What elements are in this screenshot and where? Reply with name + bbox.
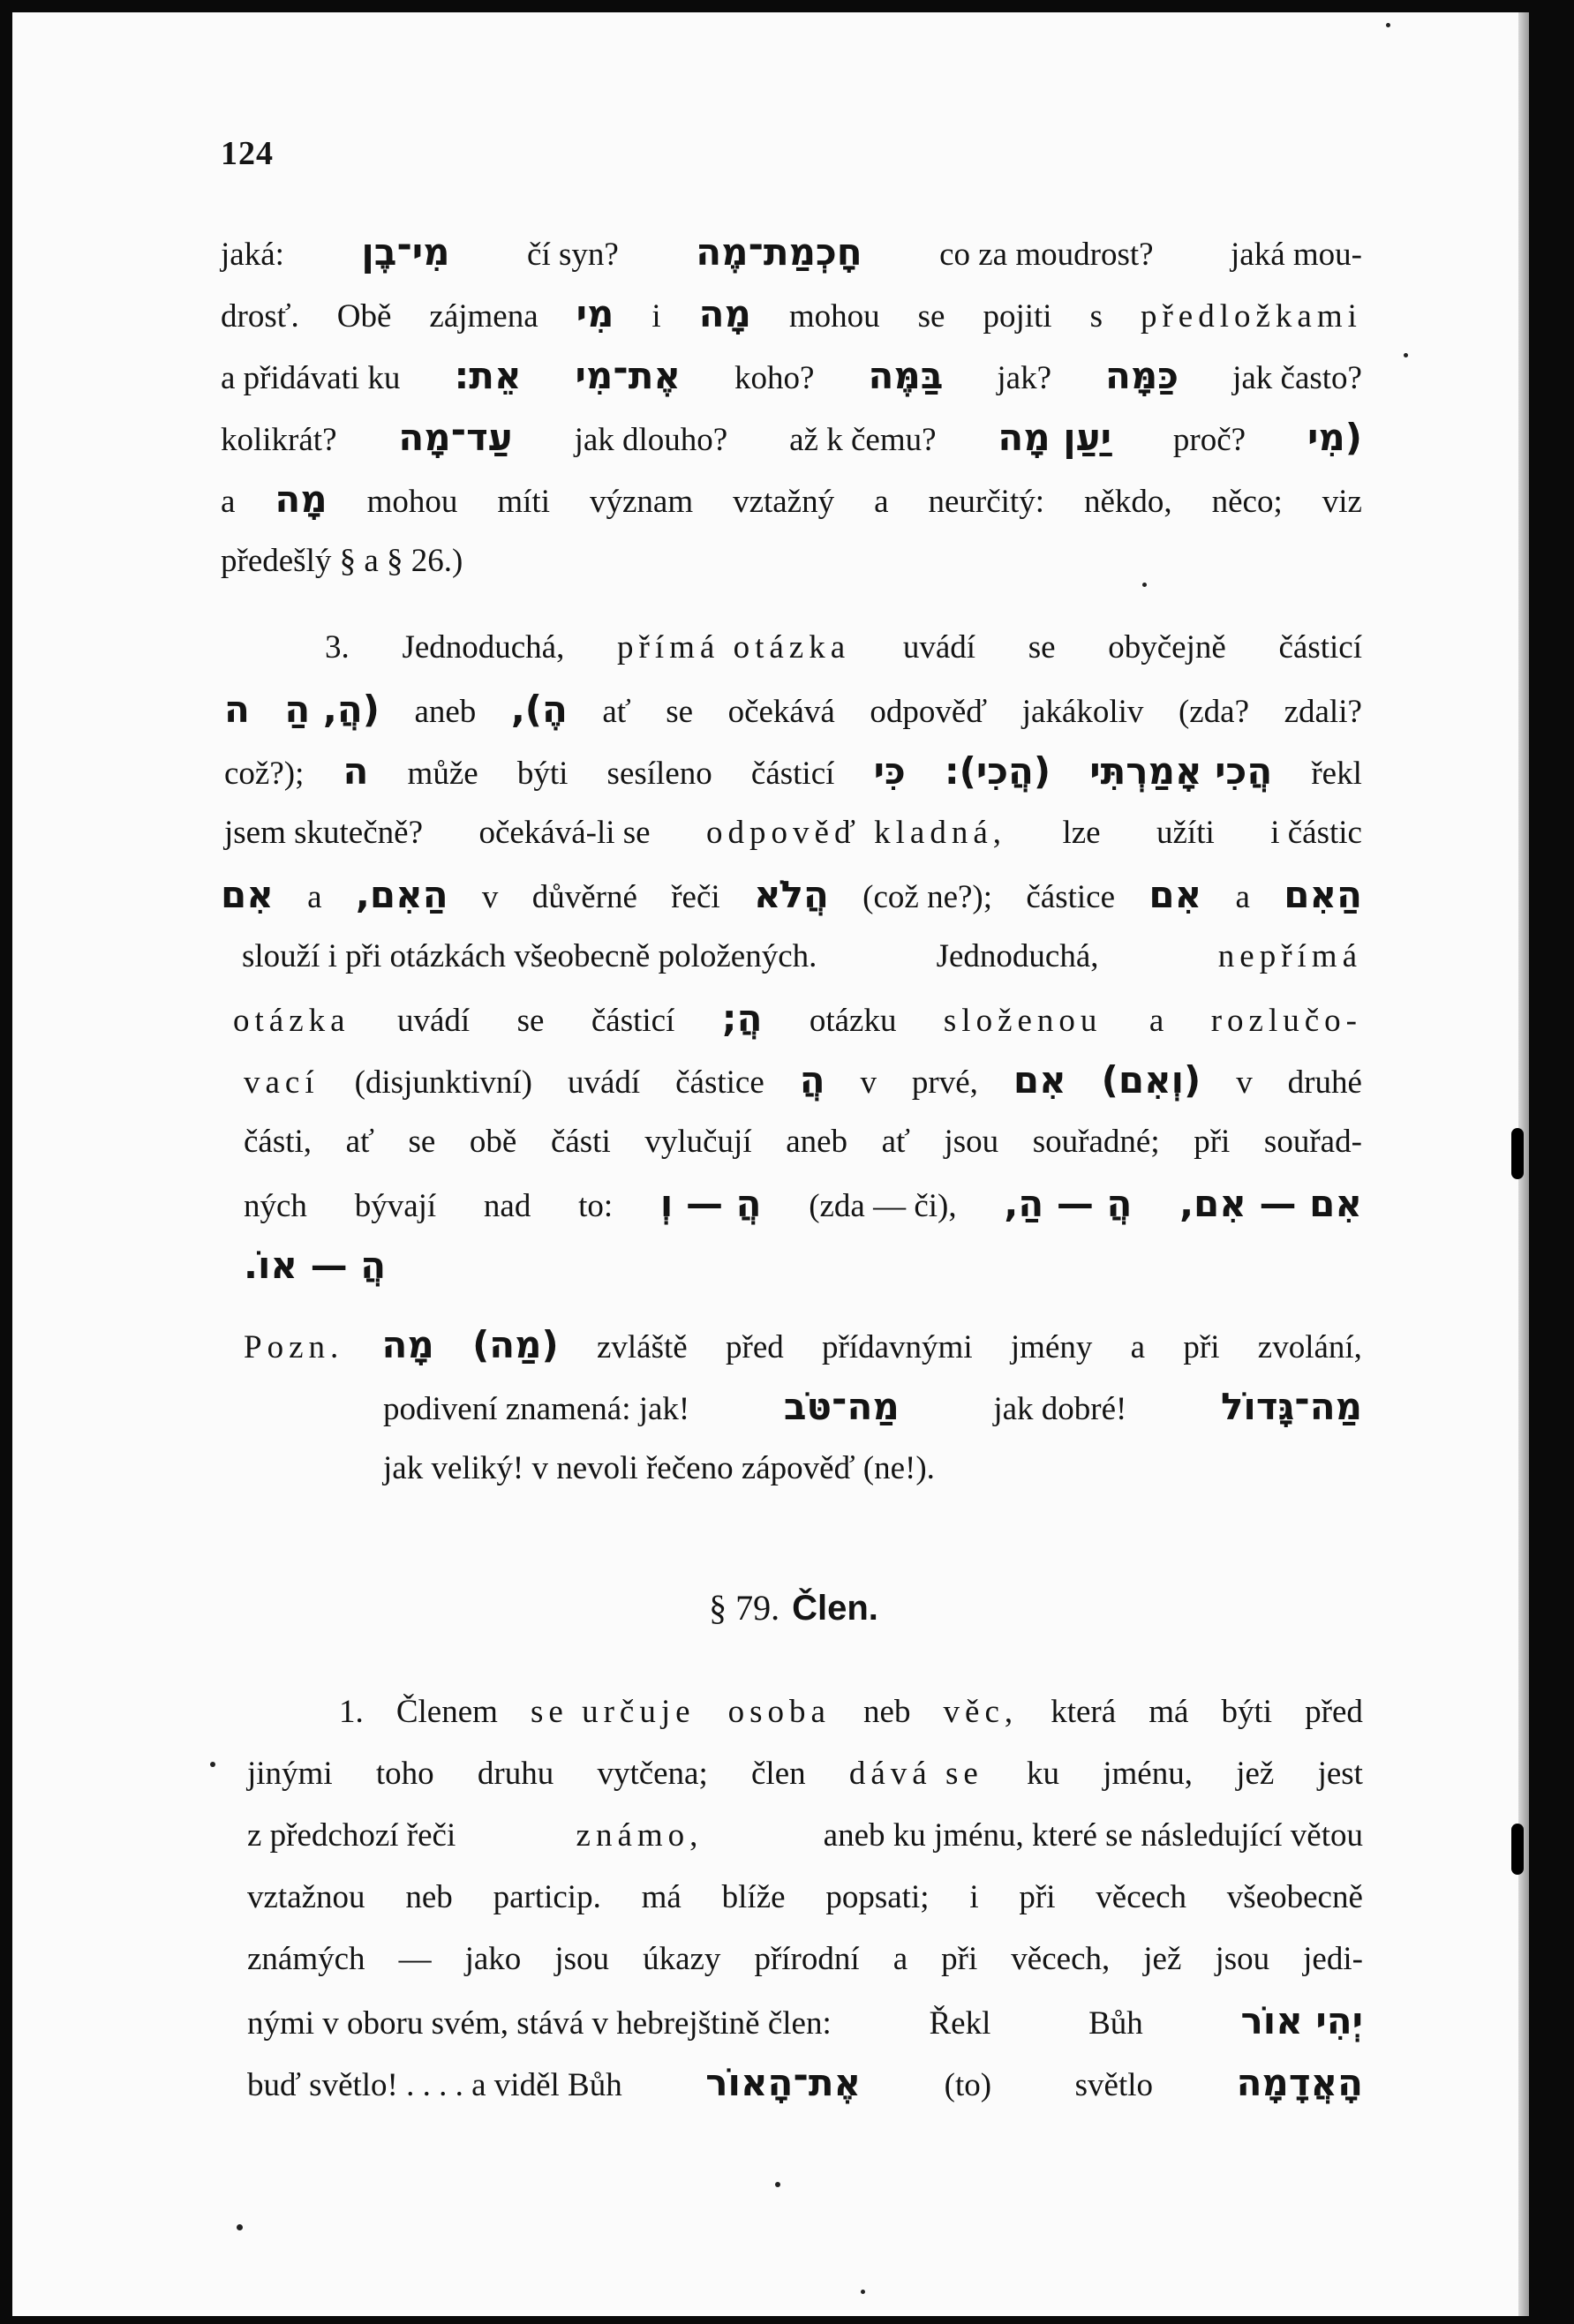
text-segment: osoba <box>727 1694 831 1730</box>
text-segment: řekl <box>1311 756 1362 792</box>
text-segment: člen <box>751 1756 806 1792</box>
section-title: Člen. <box>792 1589 878 1628</box>
text-segment: očekává <box>727 694 835 730</box>
text-segment: něco; <box>1211 484 1283 520</box>
text-segment: neb <box>863 1694 911 1730</box>
text-line <box>339 1686 1363 1739</box>
text-segment: mohou <box>366 484 458 520</box>
text-segment: věcech <box>1096 1879 1186 1915</box>
text-segment: otázka <box>233 1003 350 1039</box>
text-segment: odpověď kladná, <box>706 815 1006 851</box>
text-line <box>224 683 1362 736</box>
text-segment: složenou <box>943 1003 1103 1039</box>
text-segment: se určuje <box>531 1694 696 1730</box>
hebrew-word: הֲ — אוֹ. <box>244 1244 387 1287</box>
hebrew-word: אִם <box>1013 1058 1066 1102</box>
text-line <box>244 1177 1362 1230</box>
binder-clip <box>1511 1128 1524 1179</box>
text-segment: jako <box>464 1941 522 1977</box>
text-line <box>221 473 1362 526</box>
text-segment: i částic <box>1270 815 1362 851</box>
text-segment: někdo, <box>1083 484 1172 520</box>
text-segment: jež <box>1236 1756 1275 1792</box>
text-segment: Jednoduchá, <box>402 629 565 666</box>
text-segment: což?); <box>224 756 305 792</box>
hebrew-word: מָה <box>275 478 328 521</box>
text-segment: význam <box>589 484 694 520</box>
text-segment: bývají <box>354 1188 437 1224</box>
text-line <box>325 621 1362 674</box>
text-segment: jmény <box>1010 1329 1093 1365</box>
text-segment: zvláště <box>596 1329 688 1365</box>
text-segment: jakákoliv <box>1021 694 1144 730</box>
text-segment: světlo <box>1074 2067 1154 2103</box>
text-segment: i <box>969 1879 979 1915</box>
text-line <box>247 1748 1363 1801</box>
text-segment: známo, <box>576 1817 704 1854</box>
text-segment: sesíleno <box>606 756 712 792</box>
text-segment: podivení znamená: jak! <box>383 1391 690 1427</box>
text-line <box>221 288 1362 341</box>
text-line <box>221 350 1362 402</box>
text-segment: (což ne?); <box>862 879 993 915</box>
text-segment: Řekl <box>929 2005 991 2042</box>
text-segment: odpověď <box>870 694 988 730</box>
text-segment: se <box>516 1003 545 1039</box>
text-segment: jsem skutečně? <box>224 815 423 851</box>
text-line <box>244 1054 1362 1107</box>
speck <box>1142 583 1147 587</box>
hebrew-word: כַּמָּה <box>1105 354 1179 397</box>
text-segment: a <box>1148 1003 1164 1039</box>
text-segment: zájmena <box>429 298 538 335</box>
text-segment: při <box>1183 1329 1220 1365</box>
book-page <box>12 12 1525 2316</box>
text-segment: aneb <box>414 694 477 730</box>
binder-clip <box>1511 1824 1524 1875</box>
text-segment: i <box>651 298 661 335</box>
text-segment: věcech, <box>1011 1941 1111 1977</box>
text-segment: (zda? <box>1178 694 1250 730</box>
text-segment: a <box>874 484 889 520</box>
hebrew-word: אֶת־מִי <box>575 354 682 397</box>
text-segment: jež <box>1143 1941 1182 1977</box>
hebrew-word: הֲ <box>799 1058 825 1102</box>
text-segment: vztažný <box>733 484 835 520</box>
text-segment: míti <box>497 484 550 520</box>
text-segment: části <box>550 1124 611 1160</box>
text-segment: řeči <box>671 879 720 915</box>
text-line <box>242 930 1362 983</box>
text-segment: koho? <box>734 360 815 396</box>
text-line <box>247 1995 1363 2048</box>
hebrew-word: אֶת־הָאוֹר <box>705 2061 862 2104</box>
text-segment: jinými <box>247 1756 333 1792</box>
text-segment: uvádí <box>396 1003 471 1039</box>
text-segment: částice <box>675 1064 764 1101</box>
text-segment: a <box>1235 879 1250 915</box>
text-segment: která <box>1051 1694 1117 1730</box>
text-segment: to: <box>578 1188 614 1224</box>
text-segment: a <box>1130 1329 1146 1365</box>
text-segment: co za moudrost? <box>939 237 1154 273</box>
text-segment: druhé <box>1287 1064 1362 1101</box>
hebrew-word: מַה־טֹּב <box>783 1385 900 1428</box>
text-segment: býti <box>516 756 569 792</box>
hebrew-word: (הֲ, הַ <box>284 688 380 731</box>
text-segment: blíže <box>721 1879 786 1915</box>
text-line <box>233 992 1362 1045</box>
text-segment: se <box>1028 629 1056 666</box>
text-segment: jak často? <box>1232 360 1362 396</box>
text-segment: býti <box>1221 1694 1273 1730</box>
text-segment: neb <box>405 1879 453 1915</box>
text-line <box>247 1809 1363 1862</box>
text-segment: buď světlo! . . . . a viděl Bůh <box>247 2067 622 2103</box>
hebrew-word: (מִי <box>1307 416 1362 459</box>
hebrew-word: אִם <box>1148 873 1202 916</box>
text-segment: dává se <box>848 1756 983 1792</box>
text-segment: lze <box>1062 815 1101 851</box>
text-segment: slouží i při otázkách všeobecně položených. <box>242 938 817 974</box>
text-segment: kolikrát? <box>221 422 337 458</box>
text-segment: se <box>917 298 945 335</box>
text-segment: z předchozí řeči <box>247 1817 456 1854</box>
text-segment: části, <box>244 1124 313 1160</box>
text-line <box>244 1239 508 1292</box>
hebrew-word: עַד־מָה <box>398 416 513 459</box>
text-segment: Pozn. <box>244 1329 344 1365</box>
text-segment: ať <box>881 1124 910 1160</box>
text-segment: jak veliký! v nevoli řečeno zápověď (ne!). <box>383 1450 935 1486</box>
text-segment: jak dobré! <box>993 1391 1127 1427</box>
text-segment: jsou <box>944 1124 999 1160</box>
text-segment: pojiti <box>983 298 1052 335</box>
text-segment: obě <box>469 1124 517 1160</box>
text-segment: nepřímá <box>1217 938 1362 974</box>
text-segment: Jednoduchá, <box>936 938 1099 974</box>
hebrew-word: יְהִי אוֹר <box>1240 1999 1363 2042</box>
text-segment: a přidávati ku <box>221 360 401 396</box>
text-line <box>224 745 1362 798</box>
speck <box>237 2224 243 2230</box>
text-segment: a <box>307 879 322 915</box>
text-segment: uvádí <box>902 629 976 666</box>
text-segment: až k čemu? <box>789 422 937 458</box>
hebrew-word: מִי־בֶן <box>361 230 450 274</box>
section-number: § 79. <box>709 1588 780 1628</box>
hebrew-word: מָה <box>381 1323 434 1366</box>
section-heading <box>224 1582 1363 1635</box>
text-segment: viz <box>1322 484 1362 520</box>
text-segment: a <box>221 484 236 520</box>
hebrew-word: חָכְמַת־מֶה <box>696 230 862 274</box>
hebrew-word: ה <box>343 749 369 793</box>
text-segment: toho <box>375 1756 434 1792</box>
text-segment: očekává-li se <box>478 815 651 851</box>
hebrew-word: כִּי <box>873 749 906 793</box>
hebrew-word: (מַה) <box>472 1323 559 1366</box>
text-segment: Členem <box>395 1694 498 1730</box>
text-segment: úkazy <box>643 1941 721 1977</box>
text-segment: vytčena; <box>597 1756 708 1792</box>
text-segment: při <box>1019 1879 1056 1915</box>
text-segment: jaká: <box>221 237 284 273</box>
text-segment: aneb ku jménu, které se následující větou <box>823 1817 1363 1854</box>
text-segment: druhu <box>477 1756 554 1792</box>
text-segment: 3. <box>325 629 350 666</box>
text-segment: ať <box>345 1124 374 1160</box>
page-number: 124 <box>221 135 274 172</box>
hebrew-word: אֵת: <box>454 354 522 397</box>
text-segment: (to) <box>944 2067 992 2103</box>
text-segment: čí syn? <box>527 237 619 273</box>
text-segment: jak dlouho? <box>574 422 728 458</box>
hebrew-word: הָאֲדָמָה <box>1236 2061 1363 2104</box>
text-segment: jedi- <box>1303 1941 1363 1977</box>
text-segment: má <box>641 1879 682 1915</box>
text-segment: důvěrné <box>531 879 637 915</box>
text-line <box>244 1116 1362 1169</box>
text-segment: částicí <box>1278 629 1362 666</box>
text-line <box>247 1933 1363 1986</box>
text-line <box>221 411 1362 464</box>
text-segment: proč? <box>1172 422 1246 458</box>
text-segment: se <box>408 1124 436 1160</box>
text-segment: 1. <box>339 1694 364 1730</box>
hebrew-word: הֲ — וְ <box>659 1182 762 1225</box>
text-line <box>221 226 1362 279</box>
text-segment: s <box>1089 298 1103 335</box>
text-line <box>247 1871 1363 1924</box>
text-line <box>221 535 786 588</box>
text-segment: jménu, <box>1103 1756 1193 1792</box>
text-segment: zvolání, <box>1257 1329 1362 1365</box>
speck <box>210 1762 215 1767</box>
text-segment: uvádí <box>567 1064 641 1101</box>
text-line <box>221 869 1362 921</box>
text-segment: v <box>860 1064 877 1101</box>
speck <box>861 2290 865 2294</box>
speck <box>775 2182 780 2187</box>
text-line <box>224 807 1362 860</box>
hebrew-word: אִם <box>221 873 274 916</box>
hebrew-word: בַּמֶּה <box>868 354 944 397</box>
hebrew-word: מִי <box>576 292 614 335</box>
text-segment: v <box>481 879 499 915</box>
text-segment: — <box>398 1941 432 1977</box>
text-segment: Bůh <box>1088 2005 1143 2042</box>
text-segment: před <box>1305 1694 1363 1730</box>
speck <box>1404 353 1408 357</box>
text-segment: v <box>1236 1064 1253 1101</box>
text-segment: při <box>941 1941 978 1977</box>
hebrew-word: הַאִם <box>1284 873 1362 916</box>
text-segment: může <box>407 756 478 792</box>
text-segment: aneb <box>786 1124 848 1160</box>
text-segment: (zda — či), <box>809 1188 957 1224</box>
hebrew-word: מָה <box>698 292 751 335</box>
hebrew-word: מַה־גָּדוֹל <box>1221 1385 1362 1428</box>
text-segment: mohou <box>788 298 880 335</box>
text-segment: popsati; <box>825 1879 930 1915</box>
text-line <box>247 2057 1363 2110</box>
text-segment: ných <box>244 1188 307 1224</box>
text-segment: zdali? <box>1284 694 1362 730</box>
text-segment: vací <box>244 1064 320 1101</box>
text-segment: nad <box>483 1188 531 1224</box>
text-segment: přídavnými <box>822 1329 973 1365</box>
text-segment: částice <box>1026 879 1116 915</box>
text-segment: jest <box>1317 1756 1363 1792</box>
text-line <box>244 1319 1362 1372</box>
hebrew-word: ה <box>224 688 250 731</box>
text-segment: před <box>726 1329 784 1365</box>
text-segment: rozlučo- <box>1210 1003 1362 1039</box>
hebrew-word: הַאִם, <box>355 873 448 916</box>
text-line <box>383 1380 1362 1433</box>
text-segment: vylučují <box>644 1124 752 1160</box>
text-segment: vztažnou <box>247 1879 365 1915</box>
text-segment: nými v oboru svém, stává v hebrejštině člen: <box>247 2005 832 2042</box>
text-segment: particip. <box>493 1879 601 1915</box>
text-segment: přírodní <box>754 1941 860 1977</box>
text-segment: předložkami <box>1140 298 1362 335</box>
text-segment: přímá otázka <box>617 629 851 666</box>
text-segment: ať <box>602 694 631 730</box>
text-line <box>383 1442 1178 1495</box>
text-segment: neurčitý: <box>928 484 1044 520</box>
text-segment: má <box>1148 1694 1189 1730</box>
hebrew-word: הֶ), <box>510 688 568 731</box>
hebrew-word: יַעַן מָה <box>998 416 1111 459</box>
text-segment: ku <box>1027 1756 1060 1792</box>
text-segment: otázku <box>809 1003 897 1039</box>
text-segment: částicí <box>750 756 835 792</box>
text-segment: při <box>1194 1124 1231 1160</box>
text-segment: jsou <box>1215 1941 1270 1977</box>
text-segment: užíti <box>1156 815 1215 851</box>
text-segment: všeobecně <box>1226 1879 1363 1915</box>
text-segment: se <box>666 694 694 730</box>
text-segment: souřadné; <box>1032 1124 1160 1160</box>
hebrew-word: אִם — אִם, <box>1179 1182 1362 1225</box>
text-segment: drosť. <box>221 298 299 335</box>
text-segment: obyčejně <box>1108 629 1226 666</box>
hebrew-word: (הֲכִי): <box>944 749 1051 793</box>
text-segment: známých <box>247 1941 365 1977</box>
text-segment: předešlý § a § 26.) <box>221 543 463 579</box>
hebrew-word: הֲ; <box>721 997 763 1040</box>
text-segment: souřad- <box>1263 1124 1362 1160</box>
text-segment: věc, <box>943 1694 1019 1730</box>
text-segment: Obě <box>336 298 392 335</box>
text-segment: částicí <box>591 1003 675 1039</box>
hebrew-word: (וְאִם) <box>1101 1058 1201 1102</box>
text-segment: prvé, <box>911 1064 978 1101</box>
hebrew-word: הֲלֹא <box>754 873 829 916</box>
speck <box>1386 23 1390 27</box>
text-segment: jaká mou- <box>1231 237 1362 273</box>
text-segment: a <box>892 1941 908 1977</box>
hebrew-word: הֲכִי אָמַרְתִּי <box>1089 749 1273 793</box>
text-segment: jak? <box>997 360 1051 396</box>
text-segment: jsou <box>554 1941 610 1977</box>
text-segment: (disjunktivní) <box>354 1064 533 1101</box>
hebrew-word: הֲ — הַ, <box>1004 1182 1133 1225</box>
